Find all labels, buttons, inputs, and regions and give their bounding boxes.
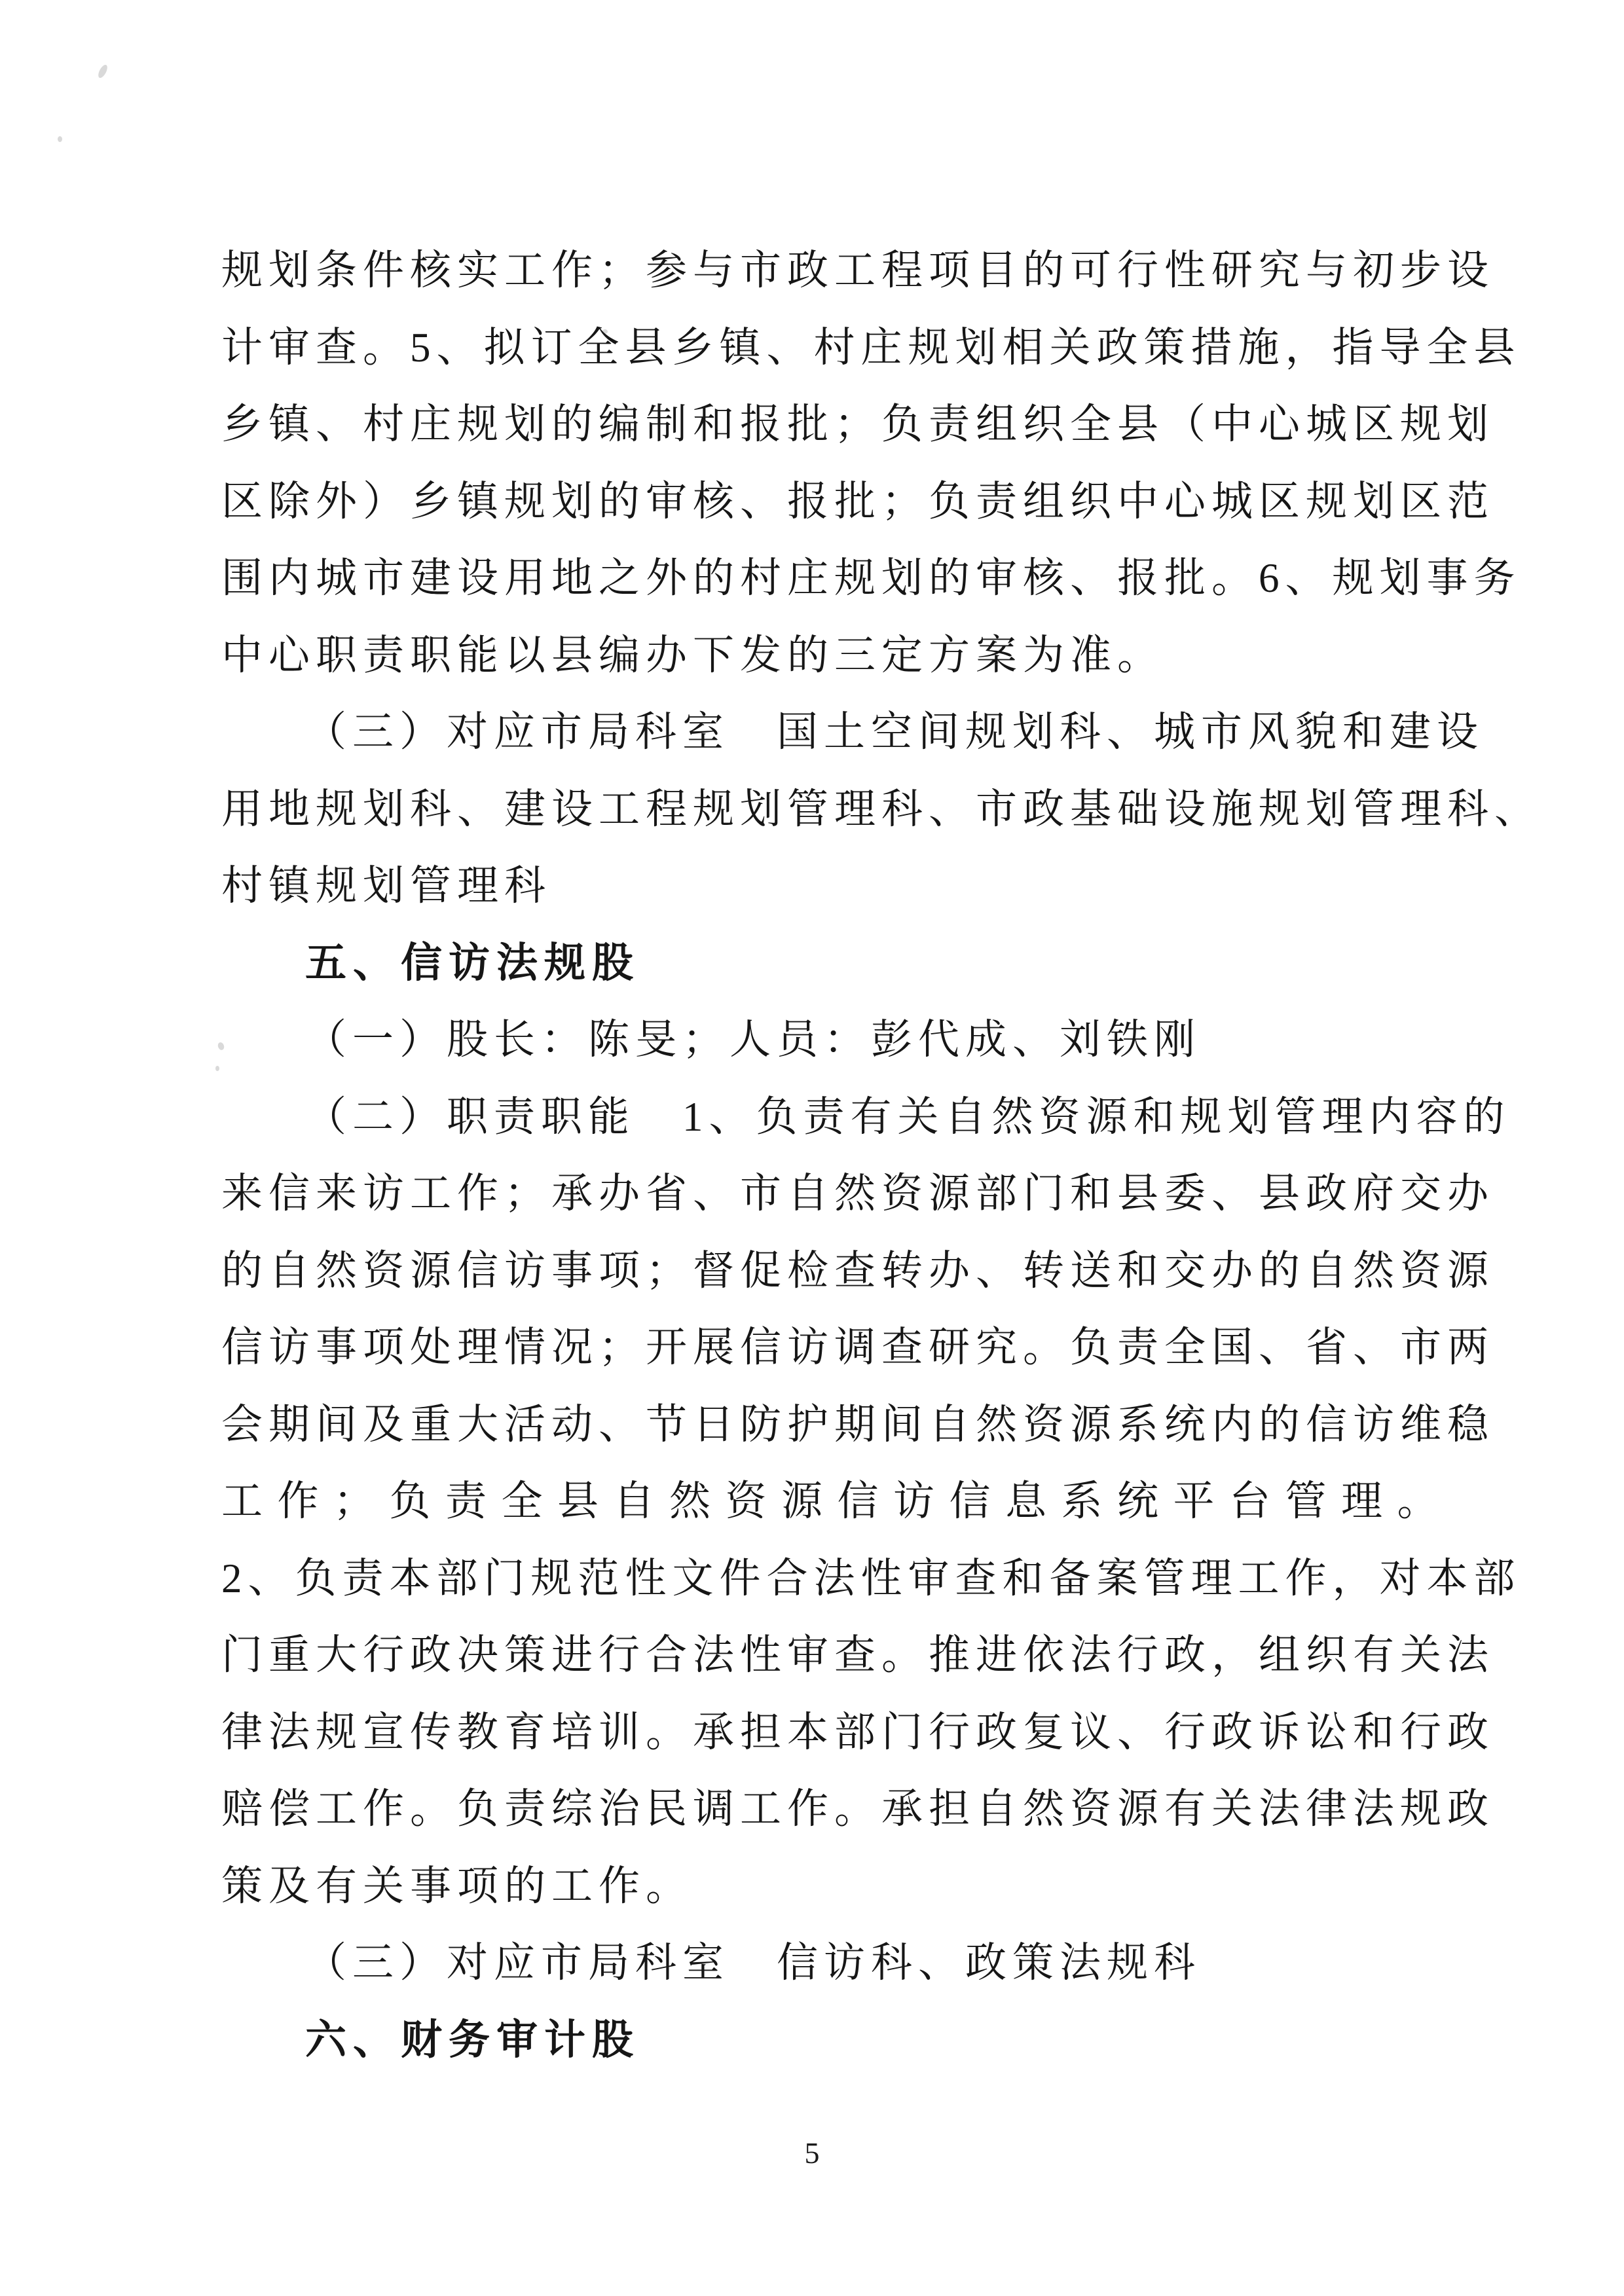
text-line: 用地规划科、建设工程规划管理科、市政基础设施规划管理科、 [221,786,1541,832]
page-footer [0,2136,1624,2170]
scan-artifact [58,136,62,142]
text-line: 来信来访工作；承办省、市自然资源部门和县委、县政府交办 [221,1171,1494,1216]
text-line: 的自然资源信访事项；督促检查转办、转送和交办的自然资源 [221,1247,1494,1294]
text-line: 规划条件核实工作；参与市政工程项目的可行性研究与初步设 [221,247,1494,293]
section-heading: 六、财务审计股 [305,2016,640,2063]
text-line: （一）股长：陈旻；人员：彭代成、刘铁刚 [305,1017,1201,1063]
text-line: 门重大行政决策进行合法性审查。推进依法行政，组织有关法 [221,1632,1494,1678]
text-line: （三）对应市局科室 国土空间规划科、城市风貌和建设 [305,709,1484,755]
text-line: 信访事项处理情况；开展信访调查研究。负责全国、省、市两 [221,1324,1494,1370]
document-body [221,232,1541,2079]
text-line: 乡镇、村庄规划的编制和报批；负责组织全县（中心城区规划 [221,401,1494,447]
page-number: 5 [804,2136,820,2170]
text-line: 会期间及重大活动、节日防护期间自然资源系统内的信访维稳 [221,1401,1494,1448]
text-line: 村镇规划管理科 [221,863,551,909]
section-heading: 五、信访法规股 [305,939,640,986]
text-line: 中心职责职能以县编办下发的三定方案为准。 [221,632,1164,678]
text-line: 策及有关事项的工作。 [221,1863,693,1909]
text-line: 区除外）乡镇规划的审核、报批；负责组织中心城区规划区范 [221,478,1494,524]
text-line: （三）对应市局科室 信访科、政策法规科 [305,1940,1201,1986]
text-line: 赔偿工作。负责综治民调工作。承担自然资源有关法律法规政 [221,1786,1494,1832]
text-line: 工作；负责全县自然资源信访信息系统平台管理。 [221,1478,1453,1524]
text-line: 律法规宣传教育培训。承担本部门行政复议、行政诉讼和行政 [221,1709,1494,1755]
text-line: 2、负责本部门规范性文件合法性审查和备案管理工作，对本部 [221,1555,1521,1601]
text-line: 计审查。5、拟订全县乡镇、村庄规划相关政策措施，指导全县 [221,324,1521,371]
text-line: 围内城市建设用地之外的村庄规划的审核、报批。6、规划事务 [221,555,1521,601]
text-line: （二）职责职能 1、负责有关自然资源和规划管理内容的 [305,1093,1511,1140]
scan-artifact [215,1066,219,1071]
scan-artifact [96,64,109,79]
